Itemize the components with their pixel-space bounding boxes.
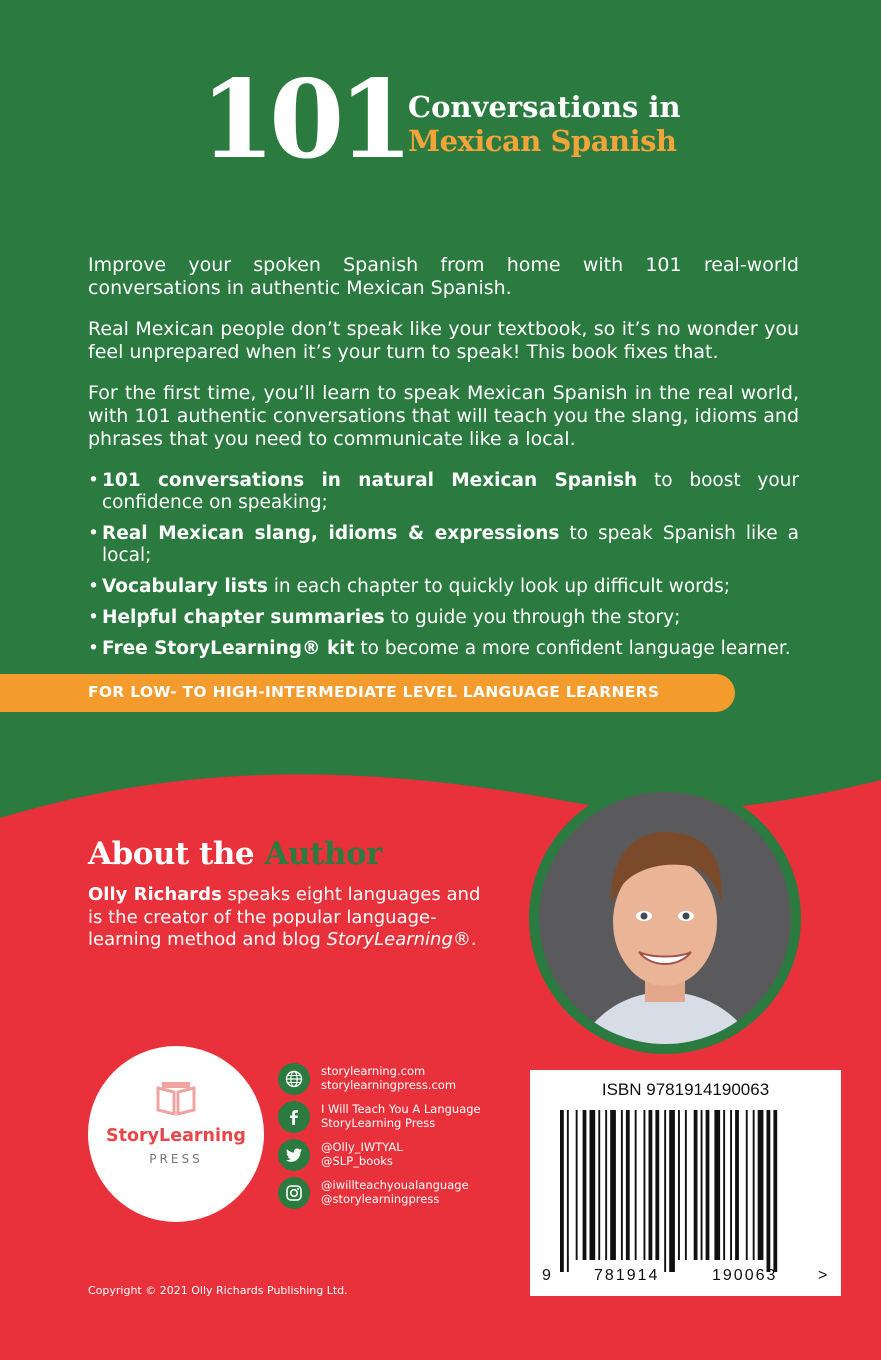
barcode-bar xyxy=(706,1110,710,1260)
feature-item xyxy=(88,523,799,567)
facebook-page-2[interactable]: StoryLearning Press xyxy=(321,1115,436,1130)
facebook-page-1[interactable]: I Will Teach You A Language xyxy=(321,1102,481,1116)
barcode-bar xyxy=(753,1110,755,1260)
feature-text: in each chapter to quickly look up difficult words; xyxy=(267,576,731,597)
barcode-bar xyxy=(598,1110,600,1260)
publisher-logo xyxy=(88,1046,264,1222)
facebook-icon xyxy=(278,1101,310,1133)
barcode-bar xyxy=(767,1110,771,1272)
barcode-bar xyxy=(694,1110,698,1260)
barcode-bar xyxy=(655,1110,659,1260)
book-icon xyxy=(154,1082,198,1118)
feature-highlight: Real Mexican slang, idioms & expressions xyxy=(102,523,560,544)
author-heading-main: About the xyxy=(88,836,265,872)
website-link-1[interactable]: storylearning.com xyxy=(321,1064,426,1078)
barcode-bar xyxy=(685,1110,687,1260)
author-heading-accent: Author xyxy=(264,836,382,872)
author-portrait xyxy=(539,792,791,1044)
author-bio xyxy=(88,884,488,952)
feature-item xyxy=(88,576,799,598)
feature-text: to speak Spanish like a local; xyxy=(102,523,799,566)
feature-item xyxy=(88,607,799,629)
barcode-bar xyxy=(723,1110,725,1260)
twitter-handle-1[interactable]: @Olly_IWTYAL xyxy=(321,1140,403,1154)
barcode-digits-right: 190063 xyxy=(712,1267,778,1284)
feature-highlight: 101 conversations in natural Mexican Spanish xyxy=(102,470,638,491)
barcode-bar xyxy=(678,1110,680,1260)
barcode-bar xyxy=(735,1110,739,1260)
barcode-bar xyxy=(626,1110,630,1260)
level-banner xyxy=(0,674,735,712)
barcode-bar xyxy=(567,1110,569,1272)
barcode-bar xyxy=(644,1110,646,1260)
author-bio-brand: StoryLearning® xyxy=(326,929,471,950)
author-name: Olly Richards xyxy=(88,884,222,905)
isbn-label: ISBN 9781914190063 xyxy=(601,1080,770,1099)
feature-highlight: Vocabulary lists xyxy=(102,576,268,597)
barcode-bar xyxy=(635,1110,637,1260)
barcode-bar xyxy=(590,1110,596,1260)
website-link-2[interactable]: storylearningpress.com xyxy=(321,1077,457,1092)
level-banner-text: FOR LOW- TO HIGH-INTERMEDIATE LEVEL LANGUAGE LEARNERS xyxy=(88,683,660,701)
barcode-bar xyxy=(773,1110,777,1272)
description-paragraph-3: For the first time, you’ll learn to speak Mexican Spanish in the real world, with 101 authentic conversations that will teach you the slang, idioms and phrases that you need to communicate like a local. xyxy=(88,382,799,450)
barcode-digit-first: 9 xyxy=(542,1267,551,1284)
title-line-2: Mexican Spanish xyxy=(408,124,677,158)
twitter-handle-2[interactable]: @SLP_books xyxy=(321,1153,393,1168)
title-number: 101 xyxy=(200,57,408,183)
barcode-bar xyxy=(664,1110,666,1272)
barcode-bar xyxy=(649,1110,653,1260)
author-bio-end: . xyxy=(470,929,477,950)
author-bio-text: speaks eight languages and is the creator of the popular language-learning method and blog xyxy=(88,884,481,950)
barcode-bar xyxy=(758,1110,764,1260)
description-paragraph-2: Real Mexican people don’t speak like your textbook, so it’s no wonder you feel unprepared when it’s your turn to speak! This book fixes that. xyxy=(88,318,799,363)
instagram-handle-1[interactable]: @iwillteachyoualanguage xyxy=(321,1178,469,1192)
barcode-bar xyxy=(576,1110,578,1260)
twitter-icon xyxy=(278,1139,310,1171)
feature-item xyxy=(88,638,799,660)
author-heading xyxy=(88,836,382,872)
isbn-barcode xyxy=(530,1070,841,1296)
barcode-quiet-mark: > xyxy=(818,1267,828,1284)
globe-icon xyxy=(278,1063,310,1095)
barcode-bar xyxy=(605,1110,607,1260)
publisher-name: StoryLearning xyxy=(106,1126,246,1146)
barcode-bar xyxy=(730,1110,732,1260)
barcode-bar xyxy=(669,1110,675,1272)
barcode-bar xyxy=(746,1110,748,1260)
barcode-bar xyxy=(701,1110,703,1260)
feature-text: to boost your confidence on speaking; xyxy=(102,470,799,513)
feature-text: to guide you through the story; xyxy=(384,607,681,628)
barcode-bars xyxy=(530,1070,841,1296)
barcode-bar xyxy=(714,1110,720,1260)
barcode-bar xyxy=(583,1110,587,1260)
instagram-icon xyxy=(278,1177,310,1209)
publisher-press: PRESS xyxy=(149,1152,203,1166)
copyright-notice: Copyright © 2021 Olly Richards Publishing Ltd. xyxy=(88,1284,348,1297)
barcode-bar xyxy=(610,1110,616,1260)
feature-list xyxy=(88,470,799,669)
barcode-bar xyxy=(621,1110,623,1260)
title-line-1: Conversations in xyxy=(408,90,681,124)
feature-highlight: Free StoryLearning® kit xyxy=(102,638,355,659)
description-paragraph-1: Improve your spoken Spanish from home with 101 real-world conversations in authentic Mexican Spanish. xyxy=(88,254,799,299)
barcode-bar xyxy=(560,1110,564,1272)
feature-text: to become a more confident language learner. xyxy=(354,638,791,659)
feature-item xyxy=(88,470,799,514)
instagram-handle-2[interactable]: @storylearningpress xyxy=(321,1191,440,1206)
barcode-digits-left: 781914 xyxy=(594,1267,660,1284)
author-photo xyxy=(529,782,801,1054)
feature-highlight: Helpful chapter summaries xyxy=(102,607,385,628)
